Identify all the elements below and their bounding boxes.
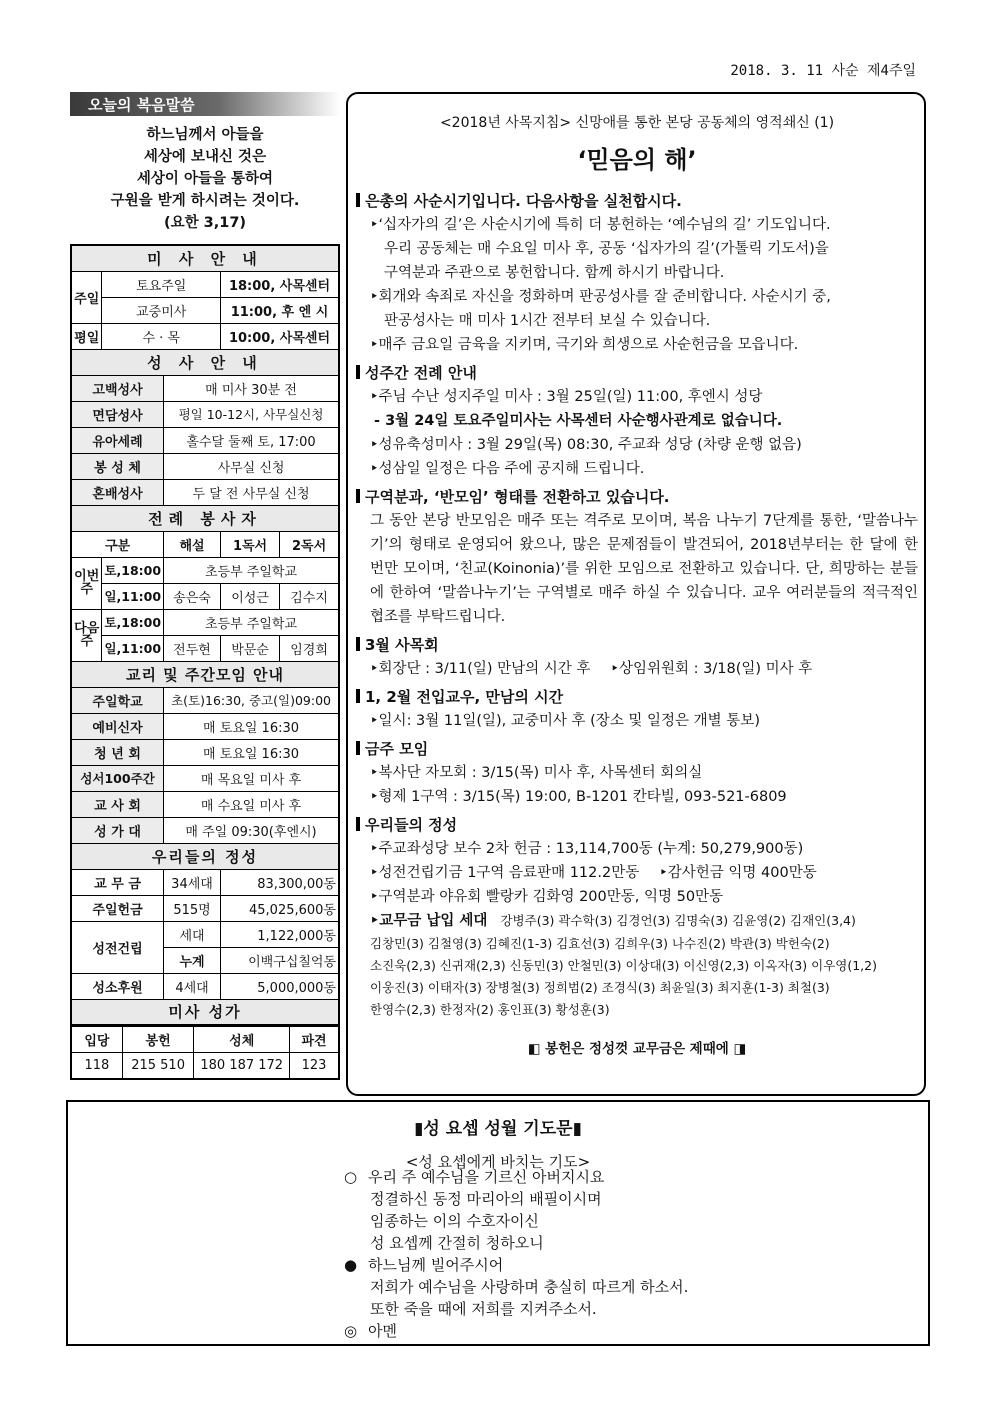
meeting-value: 매 주일 09:30(후엔시) [164,817,339,843]
notice-line: ‣교무금 납입 세대 강병주(3) 곽수학(3) 김경언(3) 김명숙(3) 김윤영(2) 김재인(3,4) [370,913,856,929]
meeting-name: 예비신자 [71,713,164,739]
meeting-name: 교 사 회 [71,791,164,817]
prayer-line: 정결하신 동정 마리아의 배필이시며 [370,1190,602,1208]
section-heading: 금주 모임 [356,737,918,761]
notice-line: ‣구역분과 야유회 빨랑카 김화영 200만동, 익명 50만동 [370,889,724,905]
offering-name: 성전건립 [71,921,164,973]
offering-amount: 1,122,000동 [220,921,339,947]
offering-sub: 누계 [164,947,221,973]
prayer-line: 성 요셉께 간절히 청하오니 [370,1234,544,1252]
gospel-line: 세상이 아들을 통하여 [136,171,274,187]
notice-line: ‣‘십자가의 길’은 사순시기에 특히 더 봉헌하는 ‘예수님의 길’ 기도입니다. [370,217,831,233]
gospel-line: 하느님께서 아들을 [146,127,264,143]
mass-name: 수 · 목 [102,323,221,349]
sacrament-name: 혼배성사 [71,479,164,505]
meeting-name: 주일학교 [71,687,164,713]
notice-line: ‣회장단 : 3/11(일) 만남의 시간 후 ‣상임위원회 : 3/18(일) 미사 후 [370,661,813,677]
notice-line: ‣매주 금요일 금육을 지키며, 극기와 희생으로 사순헌금을 모읍니다. [370,337,799,353]
offering-name: 성소후원 [71,973,164,999]
left-column [70,92,340,1080]
mass-time: 10:00, 사목센터 [220,323,339,349]
hymns-table [70,1026,340,1080]
prayer-title: ▮성 요셉 성월 기도문▮ [414,1119,582,1139]
hymn-head: 입당 [71,1027,122,1053]
meeting-name: 성 가 대 [71,817,164,843]
liturgy-head: 구분 [71,531,164,557]
sunday-label: 주일 [71,271,102,323]
donor-names: 김창민(3) 김철영(3) 김혜진(1-3) 김효선(3) 김희우(3) 나수진(2) 박관(3) 박헌숙(2) [370,936,830,951]
hymn-value: 215 510 [122,1053,194,1079]
section-heading: 1, 2월 전입교우, 만남의 시간 [356,685,918,709]
mass-name: 교중미사 [102,297,221,323]
offering-amount: 이백구십칠억동 [220,947,339,973]
sacrament-name: 유아세례 [71,427,164,453]
gospel-line: 세상에 보내신 것은 [143,149,267,165]
offerings-title: 우리들의 정성 [71,843,339,869]
notice-line: ‣복사단 자모회 : 3/15(목) 미사 후, 사목센터 회의실 [370,765,703,781]
gospel-line: 구원을 받게 하시려는 것이다. [110,193,300,209]
notice-line: ‣성유축성미사 : 3월 29일(목) 08:30, 주교좌 성당 (차량 운행 없음) [370,437,802,453]
hymn-value: 180 187 172 [194,1053,290,1079]
prayer-subtitle: <성 요셉에게 바치는 기도> [405,1153,591,1171]
hymn-value: 118 [71,1053,122,1079]
sacrament-name: 면담성사 [71,401,164,427]
prayer-line: 저희가 예수님을 사랑하며 충실히 따르게 하소서. [370,1278,689,1296]
mass-name: 토요주일 [102,271,221,297]
mass-time: 11:00, 후 엔 시 [220,297,339,323]
gospel-header: 오늘의 복음말씀 [70,92,340,116]
bulletin-date: 2018. 3. 11 사순 제4주일 [730,63,916,79]
notice-line: 우리 공동체는 매 수요일 미사 후, 공동 ‘십자가의 길’(가톨릭 기도서)을 [384,241,829,257]
next-week-label: 다음주 [71,609,102,661]
notice-subtitle: <2018년 사목지침> 신망애를 통한 본당 공동체의 영적쇄신 (1) [439,115,835,131]
donor-names: 소진욱(2,3) 신귀재(2,3) 신동민(3) 안철민(3) 이상대(3) 이신영(2,3) 이옥자(3) 이우영(1,2) [370,958,877,973]
meeting-value: 매 목요일 미사 후 [164,765,339,791]
circle-icon: ○ [344,1168,358,1186]
prayer-line: ● 하느님께 빌어주시어 [344,1256,504,1274]
notice-box [346,92,926,1096]
sacrament-value: 평일 10-12시, 사무실신청 [164,401,339,427]
offering-name: 주일헌금 [71,895,164,921]
notice-paragraph: 그 동안 본당 반모임은 매주 또는 격주로 모이며, 복음 나누기 7단계를 통한, ‘말씀나누기’의 형태로 운영되어 왔으나, 많은 문제점들이 발견되어, 2018년부터는 한 달에 한 번만 모이며, ‘친교(Koinonia)’를 위한 모임으로 전환하고 있습니다. 단, 희망하는 분들에 한하여 ‘말씀나누기’는 구역별로 매주 하실 수 있습니다. 교우 여러분들의 적극적인 협조를 부탁드립니다. [370,513,918,625]
mass-time: 18:00, 사목센터 [220,271,339,297]
gospel-text [70,116,340,244]
liturgy-merged: 초등부 주일학교 [164,557,339,583]
notice-line: - 3월 24일 토요주일미사는 사목센터 사순행사관계로 없습니다. [374,413,783,429]
liturgy-reader2: 임경희 [280,635,339,661]
section-heading: 구역분과, ‘반모임’ 형태를 전환하고 있습니다. [356,485,918,509]
prayer-lines [344,1166,688,1342]
sacrament-name: 고백성사 [71,375,164,401]
liturgy-head: 2독서 [280,531,339,557]
notice-line: 구역분과 주관으로 봉헌합니다. 함께 하시기 바랍니다. [384,265,725,281]
hymn-value: 123 [290,1053,339,1079]
offering-amount: 5,000,000동 [220,973,339,999]
liturgy-day: 일,11:00 [102,635,164,661]
section-heading: 3월 사목회 [356,633,918,657]
meeting-value: 초(토)16:30, 중고(일)09:00 [164,687,339,713]
liturgy-reader1: 박문순 [220,635,279,661]
section-heading: 성주간 전례 안내 [356,361,918,385]
bullseye-icon: ◎ [344,1322,358,1340]
liturgy-day: 일,11:00 [102,583,164,609]
notice-footer: ◧ 봉헌은 정성껏 교무금은 제때에 ◨ [527,1041,747,1057]
hymns-title: 미사 성가 [71,999,339,1025]
liturgy-reader1: 이성근 [220,583,279,609]
sacrament-value: 사무실 신청 [164,453,339,479]
notice-line: ‣성전건립기금 1구역 음료판매 112.2만동 ‣감사헌금 익명 400만동 [370,865,817,881]
notice-line: ‣회개와 속죄로 자신을 정화하며 판공성사를 잘 준비합니다. 사순시기 중, [370,289,831,305]
donor-names: 강병주(3) 곽수학(3) 김경언(3) 김명숙(3) 김윤영(2) 김재인(3,4) [500,913,856,928]
meetings-title: 교리 및 주간모임 안내 [71,661,339,687]
prayer-box [66,1100,930,1346]
sacraments-title: 성 사 안 내 [71,349,339,375]
this-week-label: 이번주 [71,557,102,609]
notice-line: ‣형제 1구역 : 3/15(목) 19:00, B-1201 칸타빌, 093-521-6809 [370,789,787,805]
info-table [70,244,340,1026]
prayer-line: 또한 죽을 때에 저희를 지켜주소서. [370,1300,597,1318]
prayer-line: ◎ 아멘 [344,1322,397,1340]
sacrament-value: 매 미사 30분 전 [164,375,339,401]
sacrament-name: 봉 성 체 [71,453,164,479]
meeting-value: 매 수요일 미사 후 [164,791,339,817]
liturgy-commentator: 송은숙 [164,583,221,609]
liturgy-head: 해설 [164,531,221,557]
hymn-head: 성체 [194,1027,290,1053]
offering-count: 515명 [164,895,221,921]
meeting-value: 매 토요일 16:30 [164,739,339,765]
notice-line: 판공성사는 매 미사 1시간 전부터 보실 수 있습니다. [384,313,711,329]
offering-amount: 83,300,00동 [220,869,339,895]
section-heading: 우리들의 정성 [356,813,918,837]
offering-count: 34세대 [164,869,221,895]
mass-title: 미 사 안 내 [71,245,339,271]
liturgy-head: 1독서 [220,531,279,557]
notice-line: ‣성삼일 일정은 다음 주에 공지해 드립니다. [370,461,645,477]
liturgy-title: 전례 봉사자 [71,505,339,531]
meeting-name: 청 년 회 [71,739,164,765]
offering-amount: 45,025,600동 [220,895,339,921]
liturgy-commentator: 전두현 [164,635,221,661]
offering-count: 4세대 [164,973,221,999]
notice-line: ‣주님 수난 성지주일 미사 : 3월 25일(일) 11:00, 후엔시 성당 [370,389,763,405]
offering-sub: 세대 [164,921,221,947]
section-heading: 은총의 사순시기입니다. 다음사항을 실천합시다. [356,189,918,213]
liturgy-day: 토,18:00 [102,557,164,583]
notice-line: ‣일시: 3월 11일(일), 교중미사 후 (장소 및 일정은 개별 통보) [370,713,760,729]
sacrament-value: 홀수달 둘째 토, 17:00 [164,427,339,453]
prayer-line: 임종하는 이의 수호자이신 [370,1212,539,1230]
meeting-value: 매 토요일 16:30 [164,713,339,739]
liturgy-merged: 초등부 주일학교 [164,609,339,635]
hymn-head: 파견 [290,1027,339,1053]
prayer-line: ○ 우리 주 예수님을 기르신 아버지시요 [344,1168,605,1186]
notice-line: ‣주교좌성당 보수 2차 헌금 : 13,114,700동 (누계: 50,279,900동) [370,841,804,857]
meeting-name: 성서100주간 [71,765,164,791]
liturgy-reader2: 김수지 [280,583,339,609]
notice-title: ‘믿음의 해’ [577,146,697,174]
donor-names: 이웅진(3) 이태자(3) 장병철(3) 정희범(2) 조경식(3) 최윤일(3) 최지훈(1-3) 최철(3) [370,980,830,995]
liturgy-day: 토,18:00 [102,609,164,635]
hymn-head: 봉헌 [122,1027,194,1053]
weekday-label: 평일 [71,323,102,349]
donor-names: 한영수(2,3) 한정자(2) 홍인표(3) 황성훈(3) [370,1002,610,1017]
gospel-reference: (요한 3,17) [163,215,247,231]
sacrament-value: 두 달 전 사무실 신청 [164,479,339,505]
filled-circle-icon: ● [344,1256,358,1274]
offering-name: 교 무 금 [71,869,164,895]
